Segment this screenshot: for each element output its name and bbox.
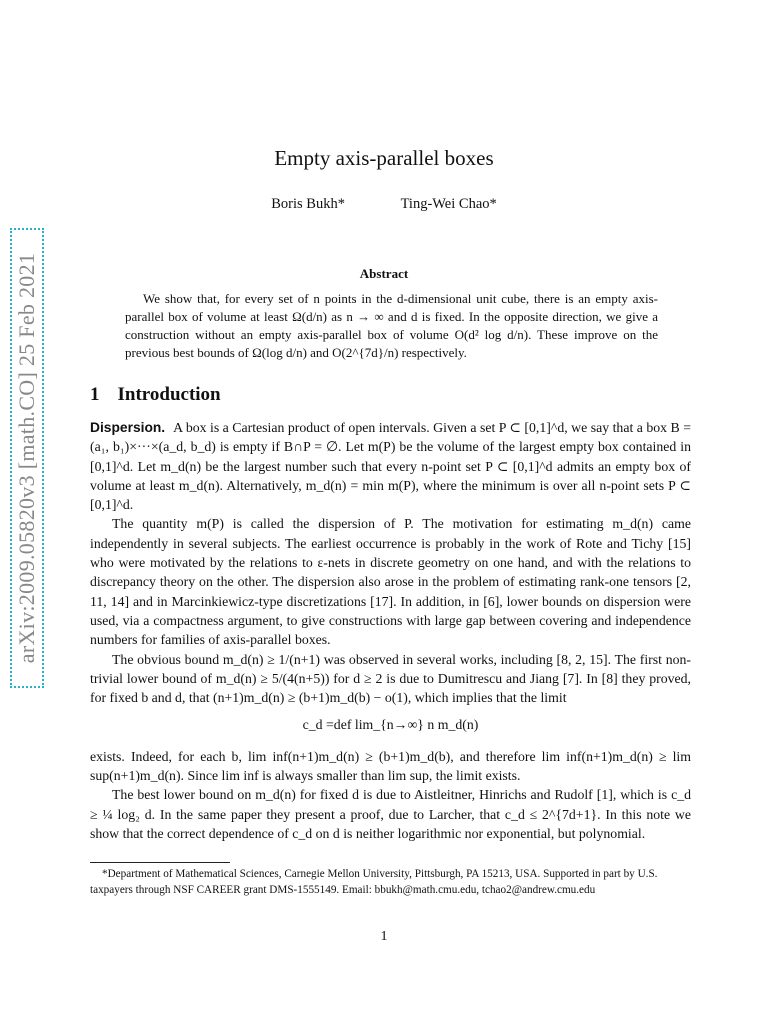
section-number: 1 bbox=[90, 384, 100, 405]
arxiv-identifier-text: arXiv:2009.05820v3 [math.CO] 25 Feb 2021 bbox=[14, 252, 39, 664]
paragraph-text: exists. Indeed, for each b, lim inf(n+1)m_d(n) ≥ (b+1)m_d(b), and therefore lim inf(n+1)m_d(n) ≥ lim sup(n+1)m_d(n). Since lim inf is always smaller than lim sup, the limit exists. bbox=[90, 748, 691, 784]
abstract-text: We show that, for every set of n points in the d-dimensional unit cube, there is an empty axis-parallel box of volume at least Ω(d/n) as n → ∞ and d is fixed. In the opposite direction, we give a construction without an empty axis-parallel box of volume O(d² log d/n). These improve on the previous best bounds of Ω(log d/n) and O(2^{7d}/n) respectively. bbox=[125, 291, 658, 360]
footnote-rule bbox=[90, 862, 230, 863]
paragraph-text: The obvious bound m_d(n) ≥ 1/(n+1) was observed in several works, including [8, 2, 15]. The first non-trivial lower bound of m_d(n) ≥ 5/(4(n+5)) for d ≥ 2 is due to Dumitrescu and Jiang [7]. In [8] they proved, for fixed b and d, that (n+1)m_d(n) ≥ (b+1)m_d(b) − o(1), which implies that the limit bbox=[90, 651, 691, 706]
paragraph-text: A box is a Cartesian product of open intervals. Given a set P ⊂ [0,1]^d, we say that a box B = (a₁, b₁)×···×(a_d, b_d) is empty if B∩P = ∅. Let m(P) be the volume of the largest empty box contained in [0,1]^d. Let m_d(n) be the largest number such that every n-point set P ⊂ [0,1]^d admits an empty box of volume at least m_d(n). Alternatively, m_d(n) = min m(P), where the minimum is over all n-point sets P ⊂ [0,1]^d. bbox=[90, 420, 691, 513]
paragraph bbox=[90, 785, 691, 843]
paragraph-text: The quantity m(P) is called the dispersion of P. The motivation for estimating m_d(n) came independently in several subjects. The earliest occurrence is probably in the work of Rote and Tichy [15] who were motivated by the relations to ε-nets in discrete geometry on one hand, and with the relations to discrepancy theory on the other. The dispersion also arose in the problem of estimating rank-one tensors [2, 11, 14] and in Marcinkiewicz-type discretizations [17]. In addition, in [6], lower bounds on dispersion were used, via a compactness argument, to give constructions with large gap between covering and independence numbers for families of axis-parallel boxes. bbox=[90, 516, 691, 648]
footnote: *Department of Mathematical Sciences, Carnegie Mellon University, Pittsburgh, PA 15213, USA. Supported in part by U.S. taxpayers through NSF CAREER grant DMS-1555149. Email: bbukh@math.cmu.edu, tchao2@andrew.cmu.edu bbox=[90, 868, 658, 896]
author-list bbox=[0, 196, 768, 213]
display-equation: c_d =def lim_{n→∞} n m_d(n) bbox=[302, 717, 479, 733]
paragraph bbox=[90, 650, 691, 708]
author-name: Boris Bukh* bbox=[271, 196, 345, 212]
paragraph bbox=[90, 747, 691, 786]
page-number: 1 bbox=[380, 929, 388, 944]
paragraph bbox=[90, 514, 691, 649]
arxiv-identifier-stamp bbox=[10, 228, 44, 688]
abstract-heading: Abstract bbox=[359, 266, 409, 281]
section-heading bbox=[90, 384, 221, 406]
paragraph bbox=[90, 418, 691, 514]
paper-title: Empty axis-parallel boxes bbox=[274, 146, 494, 170]
section-title: Introduction bbox=[117, 384, 221, 405]
paragraph-lead: Dispersion. bbox=[90, 420, 166, 435]
author-name: Ting-Wei Chao* bbox=[400, 196, 497, 212]
paragraph-text: The best lower bound on m_d(n) for fixed d is due to Aistleitner, Hinrichs and Rudolf [1], which is c_d ≥ ¼ log₂ d. In the same paper they present a proof, due to Larcher, that c_d ≤ 2^{7d+1}. In this note we show that the correct dependence of c_d on d is neither logarithmic nor exponential, but polynomial. bbox=[90, 787, 691, 841]
body-text bbox=[90, 418, 691, 843]
